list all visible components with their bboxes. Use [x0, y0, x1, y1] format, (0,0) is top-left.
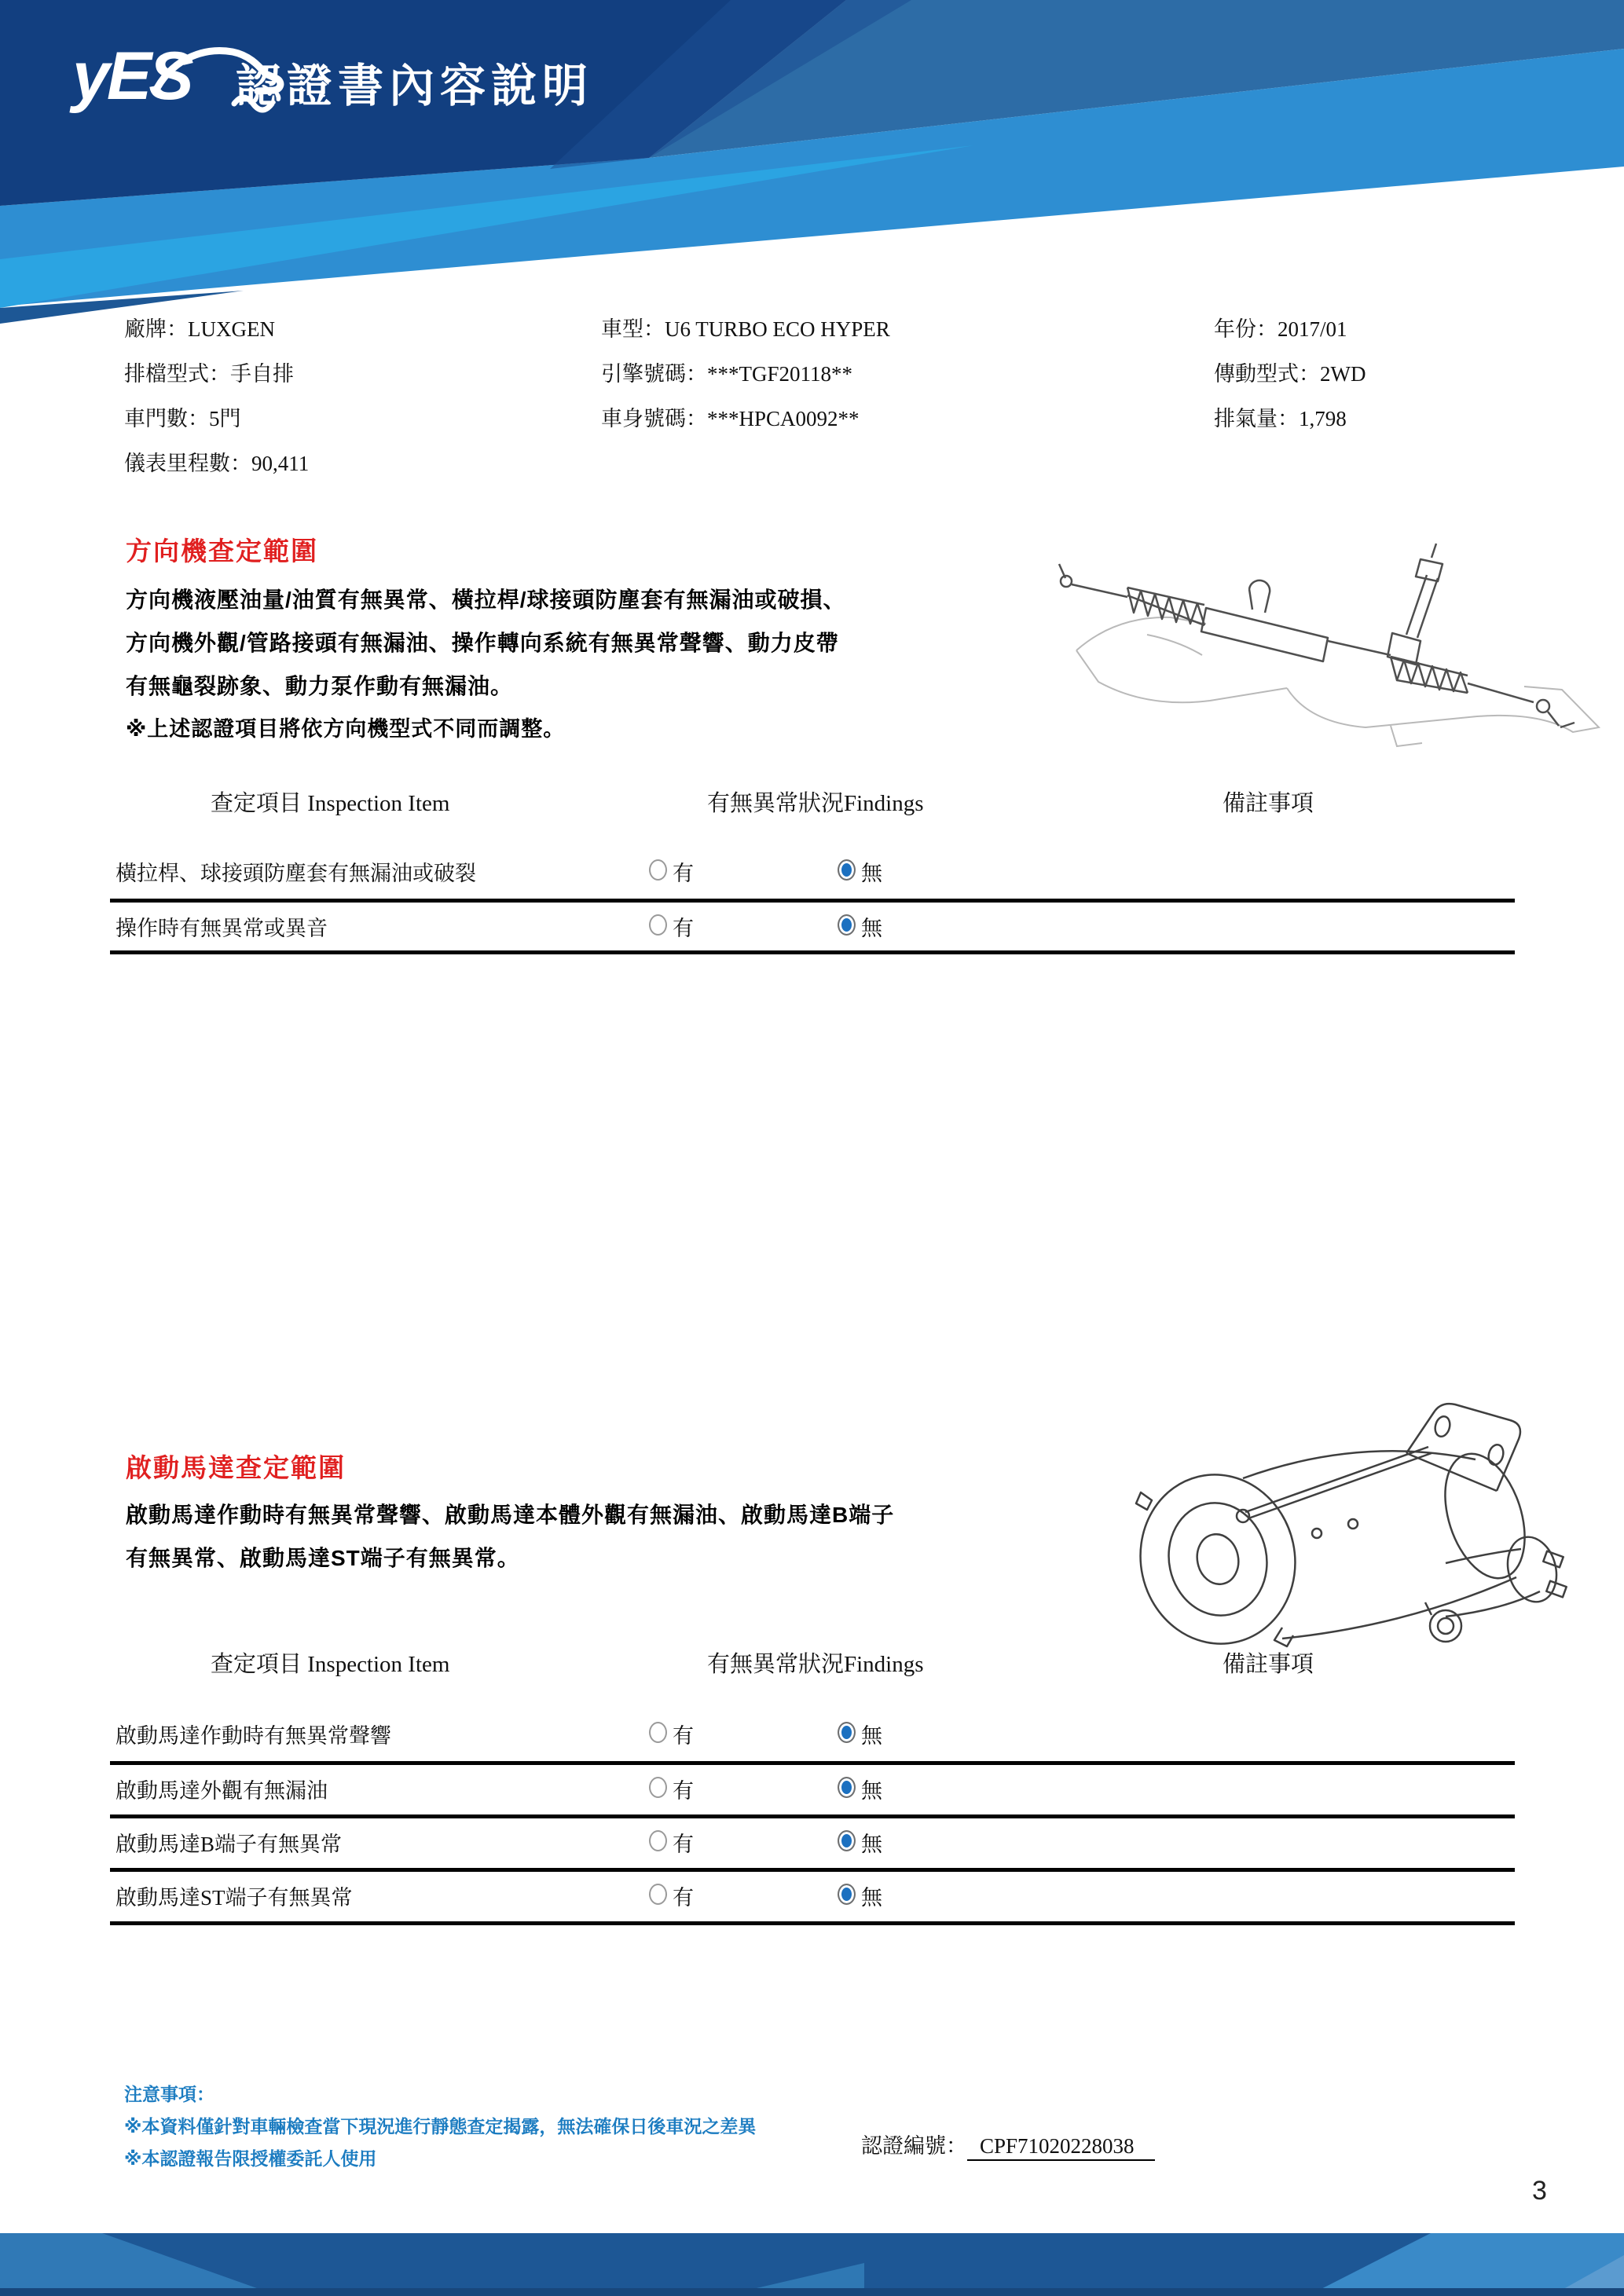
vehicle-door-count: 車門數：5門 [124, 407, 241, 430]
description-line: 有無龜裂跡象、動力泵作動有無漏油。 [126, 674, 514, 698]
table-row [0, 856, 1624, 889]
yes-logo: yES [72, 38, 191, 114]
section-note: ※上述認證項目將依方向機型式不同而調整。 [126, 717, 566, 741]
table-row [0, 1827, 1624, 1860]
radio-yes-icon[interactable] [649, 1722, 667, 1743]
table-row [0, 1719, 1624, 1752]
certificate-number-block [861, 2129, 1155, 2159]
certificate-number-value: CPF71020228038 [967, 2134, 1155, 2161]
section-title: 方向機查定範圍 [126, 536, 318, 566]
table-header-remarks: 備註事項 [1223, 1652, 1314, 1677]
notice-block [124, 2078, 756, 2175]
radio-no-icon-selected[interactable] [838, 1884, 856, 1905]
section-title: 啟動馬達查定範圍 [126, 1453, 346, 1482]
table-divider [110, 1921, 1515, 1925]
notice-title: 注意事項： [124, 2084, 214, 2104]
vehicle-model: 車型：U6 TURBO ECO HYPER [601, 317, 890, 341]
vehicle-odometer: 儀表里程數：90,411 [124, 452, 310, 475]
table-divider [110, 1761, 1515, 1765]
header-banner [0, 0, 1624, 369]
notice-line: ※本資料僅針對車輛檢查當下現況進行靜態查定揭露，無法確保日後車況之差異 [124, 2116, 757, 2137]
radio-no-icon-selected[interactable] [838, 1830, 856, 1851]
option-no-label: 無 [861, 1833, 882, 1856]
option-no-label: 無 [861, 1886, 882, 1910]
inspection-item-label: 橫拉桿、球接頭防塵套有無漏油或破裂 [115, 862, 476, 885]
option-no-label: 無 [861, 1724, 882, 1748]
table-divider [110, 1868, 1515, 1872]
radio-yes-icon[interactable] [649, 914, 667, 936]
section-description [126, 1493, 1116, 1580]
table-row [0, 1774, 1624, 1807]
starter-motor-illustration [1076, 1367, 1611, 1657]
option-no-label: 無 [861, 862, 882, 885]
option-yes-label: 有 [673, 1886, 694, 1910]
table-divider [110, 1814, 1515, 1818]
vehicle-engine-number: 引擎號碼：***TGF20118** [601, 362, 853, 386]
radio-no-icon-selected[interactable] [838, 1722, 856, 1743]
radio-yes-icon[interactable] [649, 1830, 667, 1851]
description-line: 方向機外觀/管路接頭有無漏油、操作轉向系統有無異常聲響、動力皮帶 [126, 631, 839, 655]
inspection-item-label: 啟動馬達作動時有無異常聲響 [115, 1724, 391, 1748]
vehicle-body-number: 車身號碼：***HPCA0092** [601, 407, 860, 430]
description-line: 啟動馬達作動時有無異常聲響、啟動馬達本體外觀有無漏油、啟動馬達B端子 [126, 1503, 895, 1527]
page-number: 3 [1532, 2176, 1547, 2206]
table-header-remarks: 備註事項 [1223, 791, 1314, 816]
option-no-label: 無 [861, 1779, 882, 1803]
table-row [0, 911, 1624, 944]
option-yes-label: 有 [673, 1833, 694, 1856]
table-divider [110, 950, 1515, 954]
description-line: 有無異常、啟動馬達ST端子有無異常。 [126, 1546, 520, 1570]
table-header-item: 查定項目 Inspection Item [211, 1652, 450, 1677]
option-yes-label: 有 [673, 1724, 694, 1748]
option-yes-label: 有 [673, 862, 694, 885]
footer-band [0, 2233, 1624, 2296]
table-header-item: 查定項目 Inspection Item [211, 791, 450, 816]
vehicle-brand: 廠牌：LUXGEN [124, 317, 275, 341]
radio-no-icon-selected[interactable] [838, 859, 856, 881]
radio-no-icon-selected[interactable] [838, 1777, 856, 1798]
vehicle-year: 年份：2017/01 [1214, 317, 1347, 341]
option-no-label: 無 [861, 917, 882, 940]
radio-yes-icon[interactable] [649, 1777, 667, 1798]
table-row [0, 1880, 1624, 1913]
description-line: 方向機液壓油量/油質有無異常、橫拉桿/球接頭防塵套有無漏油或破損、 [126, 588, 846, 612]
inspection-item-label: 啟動馬達B端子有無異常 [115, 1833, 343, 1856]
inspection-item-label: 啟動馬達外觀有無漏油 [115, 1779, 328, 1803]
page-title: 認證書內容說明 [236, 60, 594, 112]
table-divider [110, 899, 1515, 903]
radio-no-icon-selected[interactable] [838, 914, 856, 936]
inspection-item-label: 啟動馬達ST端子有無異常 [115, 1886, 353, 1910]
table-header-findings: 有無異常狀況Findings [707, 1652, 924, 1677]
option-yes-label: 有 [673, 917, 694, 940]
radio-yes-icon[interactable] [649, 1884, 667, 1905]
vehicle-displacement: 排氣量：1,798 [1214, 407, 1347, 430]
table-header-findings: 有無異常狀況Findings [707, 791, 924, 816]
certificate-number-label: 認證編號： [861, 2134, 967, 2158]
option-yes-label: 有 [673, 1779, 694, 1803]
vehicle-drive-type: 傳動型式：2WD [1214, 362, 1366, 386]
inspection-item-label: 操作時有無異常或異音 [115, 917, 328, 940]
radio-yes-icon[interactable] [649, 859, 667, 881]
section-description [126, 578, 1116, 751]
steering-rack-illustration [1053, 540, 1619, 753]
notice-line: ※本認證報告限授權委託人使用 [124, 2148, 377, 2169]
vehicle-transmission-type: 排檔型式：手自排 [124, 362, 294, 386]
